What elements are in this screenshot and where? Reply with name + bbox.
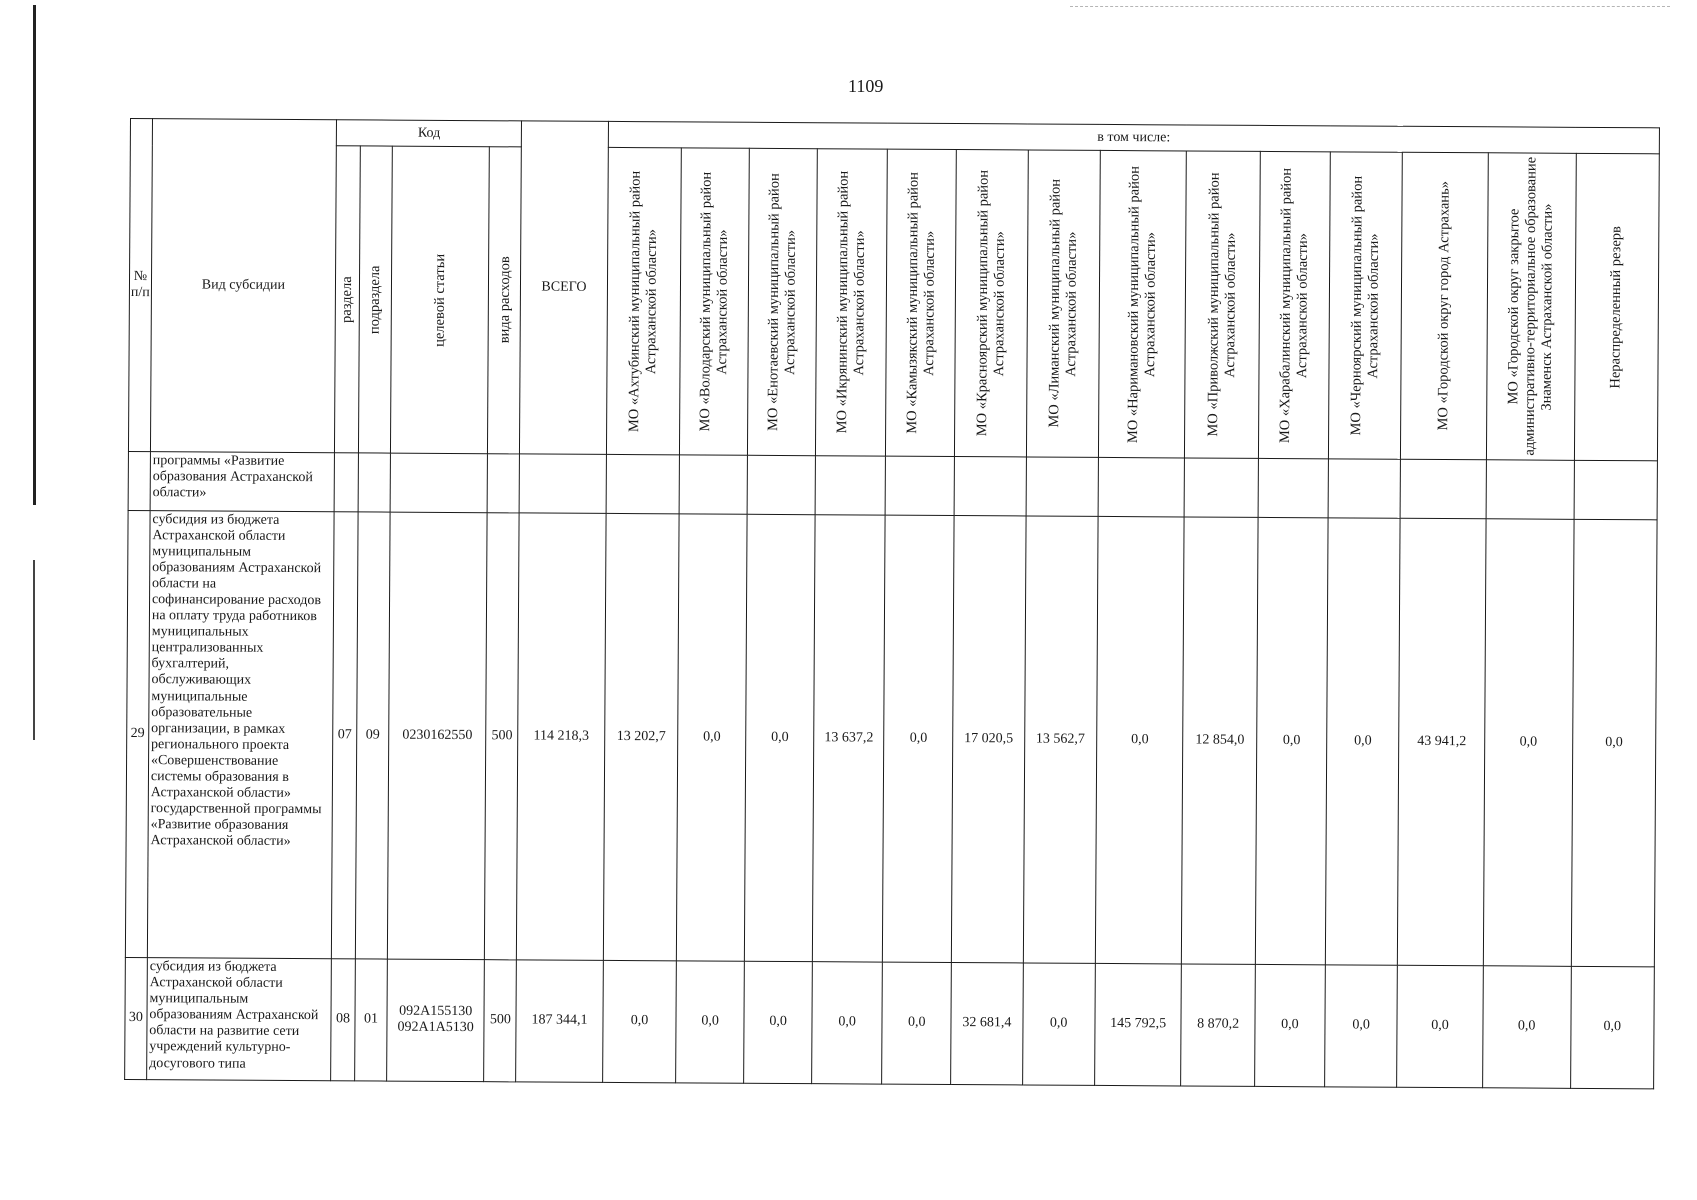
header-municipality: МО «Приволжский муниципальный район Астраханской области» xyxy=(1185,151,1260,458)
header-municipality: МО «Лиманский муниципальный район Астраханской области» xyxy=(1026,150,1100,457)
cell-value: 0,0 xyxy=(745,514,816,962)
cell-value: 13 637,2 xyxy=(813,514,886,962)
header-municipality: МО «Харабалинский муниципальный район Астраханской области» xyxy=(1258,152,1330,459)
cell-no: 29 xyxy=(125,510,150,958)
header-municipality: МО «Камызякский муниципальный район Астраханской области» xyxy=(886,150,957,457)
cell-value: 0,0 xyxy=(883,515,955,963)
header-including: в том числе: xyxy=(608,121,1659,154)
cell-value: 0,0 xyxy=(1570,966,1654,1089)
cell-total xyxy=(519,453,606,512)
cell-expense: 500 xyxy=(485,512,520,960)
target-code-line: 092A155130 xyxy=(399,1004,473,1020)
header-municipality: МО «Красноярский муниципальный район Астраханской области» xyxy=(955,150,1028,457)
cell-value: 0,0 xyxy=(1483,518,1573,966)
cell-value: 0,0 xyxy=(744,961,813,1083)
cell-expense xyxy=(488,453,520,512)
cell-value xyxy=(679,454,747,513)
cell-value: 145 792,5 xyxy=(1094,963,1181,1086)
cell-value xyxy=(747,455,815,514)
table-row xyxy=(125,510,1657,967)
cell-value xyxy=(885,456,954,515)
cell-total: 114 218,3 xyxy=(517,512,606,960)
cell-expense: 500 xyxy=(484,960,517,1082)
cell-target xyxy=(387,959,485,1082)
header-municipality: МО «Городской округ город Астрахань» xyxy=(1401,153,1488,460)
cell-value: 0,0 xyxy=(676,961,745,1083)
cell-value: 32 681,4 xyxy=(951,962,1023,1084)
cell-section: 08 xyxy=(331,959,356,1081)
header-total: ВСЕГО xyxy=(520,121,609,454)
header-subsidy-type: Вид субсидии xyxy=(150,119,336,453)
cell-value: 13 202,7 xyxy=(603,513,679,961)
header-subsection: подраздела xyxy=(359,146,393,452)
cell-section xyxy=(334,452,358,511)
cell-value: 0,0 xyxy=(882,962,952,1084)
cell-value xyxy=(1026,457,1099,516)
header-municipality: МО «Икрянинский муниципальный район Астраханской области» xyxy=(816,149,888,456)
header-code: Код xyxy=(336,120,521,148)
cell-subsection: 09 xyxy=(356,511,391,959)
table-row xyxy=(128,451,1657,519)
header-municipality: МО «Черноярский муниципальный район Астраханской области» xyxy=(1328,152,1402,459)
cell-value: 0,0 xyxy=(1022,963,1095,1086)
cell-value xyxy=(815,455,885,514)
subsidy-table xyxy=(124,118,1660,1089)
target-code-line: 092A1A5130 xyxy=(397,1020,474,1036)
header-municipality: МО «Ахтубинский муниципальный район Астраханской области» xyxy=(606,148,681,455)
cell-value: 0,0 xyxy=(1325,965,1398,1088)
header-municipality: МО «Городской округ закрытое административно-территориальное образование Знаменск Астраханской области» xyxy=(1486,153,1576,460)
header-no: № п/п xyxy=(128,119,152,452)
table-row xyxy=(125,957,1655,1088)
cell-value: 43 941,2 xyxy=(1398,518,1486,966)
cell-value: 12 854,0 xyxy=(1182,516,1258,964)
cell-value xyxy=(1328,458,1401,517)
cell-value xyxy=(1400,459,1486,518)
cell-value xyxy=(1185,457,1259,516)
cell-target xyxy=(390,453,488,513)
header-reserve: Нераспределенный резерв xyxy=(1574,154,1659,461)
cell-value: 0,0 xyxy=(1325,517,1400,965)
cell-subsection xyxy=(358,452,390,511)
cell-no xyxy=(128,451,150,510)
cell-value: 0,0 xyxy=(602,960,676,1083)
scan-margin-line xyxy=(33,5,36,505)
page-number: 1109 xyxy=(848,76,884,96)
cell-value xyxy=(1098,457,1185,516)
cell-value: 17 020,5 xyxy=(952,515,1026,963)
cell-target: 0230162550 xyxy=(387,512,487,960)
cell-value xyxy=(1486,459,1574,519)
cell-total: 187 344,1 xyxy=(516,960,603,1083)
cell-value: 0,0 xyxy=(1254,964,1325,1086)
cell-value: 0,0 xyxy=(1571,519,1657,967)
scan-margin-line xyxy=(33,560,35,740)
header-municipality: МО «Наримановский муниципальный район Астраханской области» xyxy=(1098,151,1186,458)
cell-description: программы «Развитие образования Астраханской области» xyxy=(150,451,334,511)
cell-value: 0,0 xyxy=(1397,965,1483,1088)
header-expense-type: вида расходов xyxy=(488,147,522,453)
cell-value xyxy=(954,456,1026,515)
cell-value: 0,0 xyxy=(1255,517,1328,965)
cell-value xyxy=(1574,460,1658,519)
cell-description: субсидия из бюджета Астраханской области муниципальным образованиям Астраханской области на софинансирование расходов на оплату труда работников муниципальных централизованных бухгалтерий, обслуживающих муниципальные образовательные организации, в рамках регионального проекта «Совершенствование системы образования в Астраханской области» государственной программы «Развитие образования Астраханской области» xyxy=(147,510,334,959)
cell-section: 07 xyxy=(331,511,358,959)
header-target-article: целевой статьи xyxy=(390,147,489,454)
cell-description: субсидия из бюджета Астраханской области муниципальным образованиям Астраханской области на развитие сети учреждений культурно-досугового типа xyxy=(147,958,332,1081)
cell-value xyxy=(606,454,680,513)
cell-value: 0,0 xyxy=(677,513,748,961)
cell-subsection: 01 xyxy=(355,959,388,1081)
scan-edge-line xyxy=(1070,6,1670,8)
cell-no: 30 xyxy=(125,957,148,1079)
cell-value: 8 870,2 xyxy=(1181,964,1255,1087)
cell-value xyxy=(1258,458,1328,517)
cell-value: 0,0 xyxy=(1095,516,1184,964)
header-municipality: МО «Володарский муниципальный район Астраханской области» xyxy=(680,148,750,455)
cell-value: 13 562,7 xyxy=(1023,515,1098,963)
cell-value: 0,0 xyxy=(812,962,883,1084)
cell-value: 0,0 xyxy=(1482,966,1570,1089)
header-municipality: МО «Енотаевский муниципальный район Астраханской области» xyxy=(748,149,818,456)
header-section: раздела xyxy=(334,146,360,452)
